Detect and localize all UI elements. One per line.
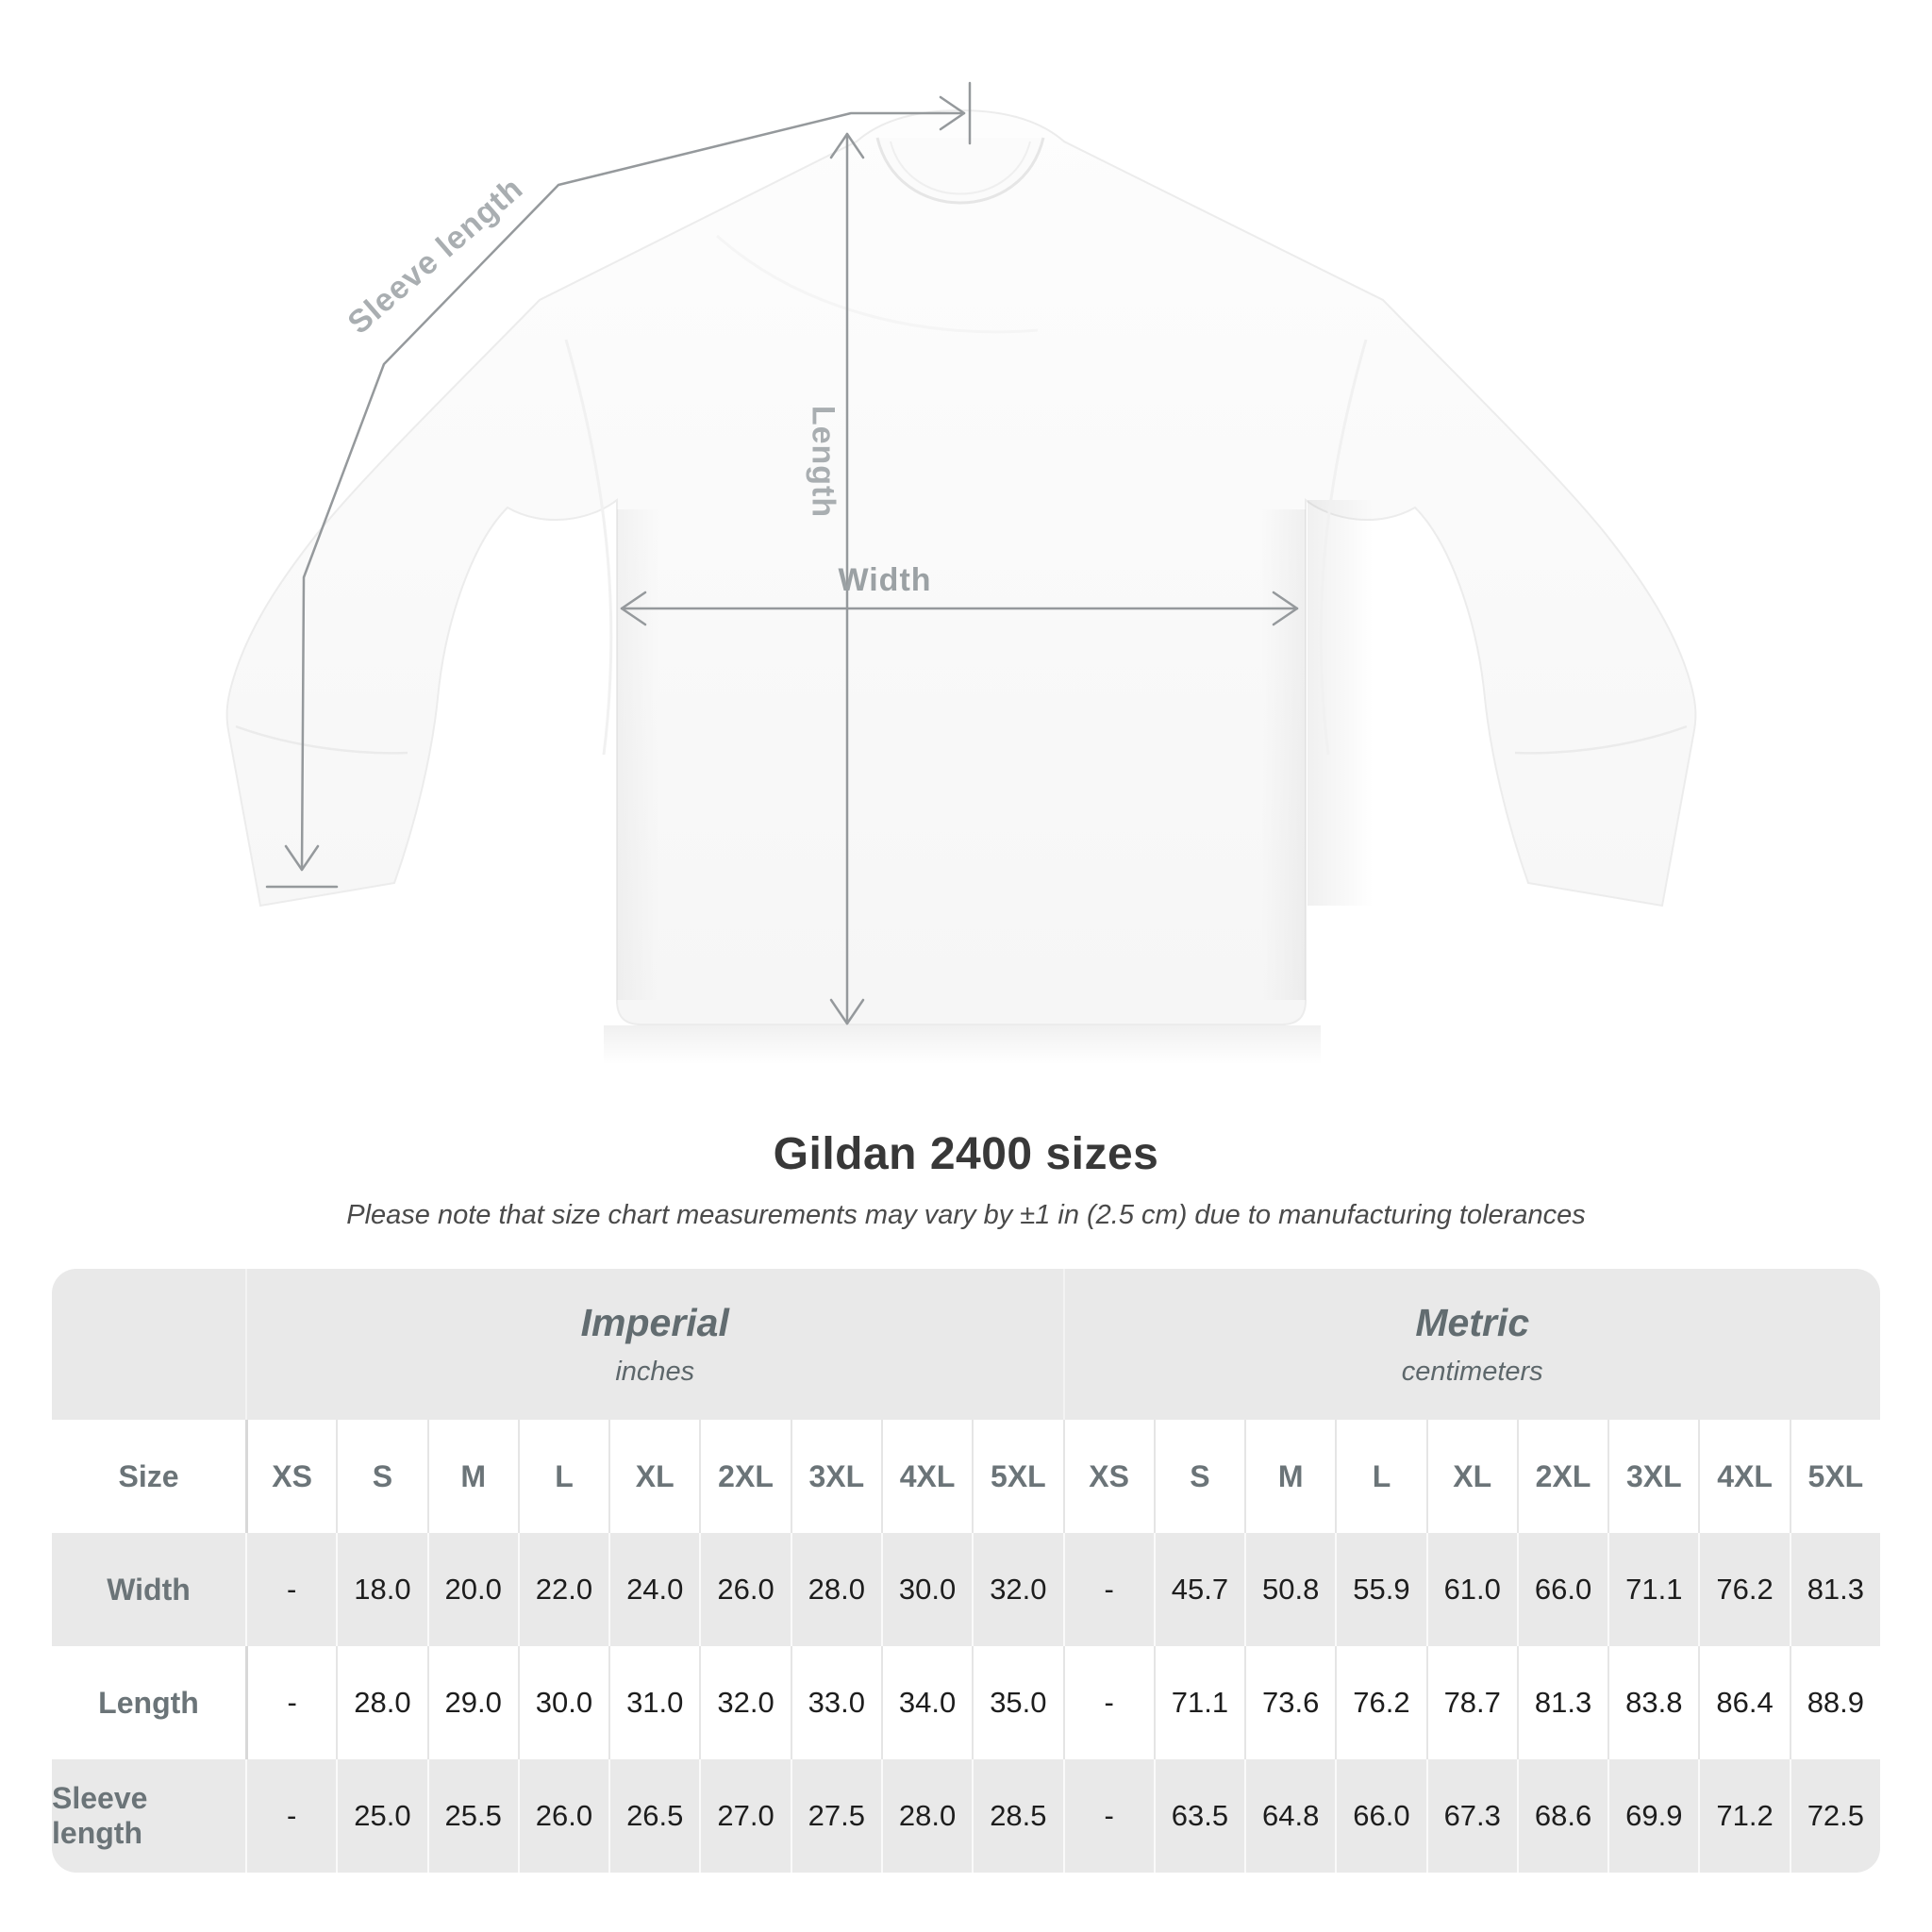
value-cell-imperial: 26.5 <box>608 1759 699 1873</box>
value-cell-metric: 61.0 <box>1426 1533 1517 1646</box>
value-cell-imperial: 35.0 <box>972 1646 1062 1759</box>
value-cell-imperial: 34.0 <box>881 1646 972 1759</box>
value-cell-metric: 68.6 <box>1517 1759 1607 1873</box>
size-col-header-metric: 5XL <box>1790 1420 1880 1533</box>
size-col-header-metric: 4XL <box>1698 1420 1789 1533</box>
value-cell-imperial: 30.0 <box>518 1646 608 1759</box>
size-col-header-imperial: 3XL <box>791 1420 881 1533</box>
row-label: Sleeve length <box>52 1759 245 1873</box>
size-col-header-metric: 3XL <box>1607 1420 1698 1533</box>
value-cell-imperial: 33.0 <box>791 1646 881 1759</box>
value-cell-metric: 66.0 <box>1517 1533 1607 1646</box>
size-col-header-metric: L <box>1335 1420 1425 1533</box>
size-col-header-metric: S <box>1154 1420 1244 1533</box>
page-title: Gildan 2400 sizes <box>773 1129 1159 1179</box>
value-cell-imperial: 32.0 <box>972 1533 1062 1646</box>
value-cell-metric: 72.5 <box>1790 1759 1880 1873</box>
value-cell-metric: 71.1 <box>1154 1646 1244 1759</box>
value-cell-metric: 81.3 <box>1517 1646 1607 1759</box>
length-label: Length <box>805 405 841 519</box>
value-cell-imperial: 28.5 <box>972 1759 1062 1873</box>
value-cell-metric: - <box>1063 1646 1154 1759</box>
value-cell-metric: 81.3 <box>1790 1533 1880 1646</box>
value-cell-metric: 76.2 <box>1335 1646 1425 1759</box>
unit-header-band <box>52 1269 1880 1420</box>
value-cell-metric: 50.8 <box>1244 1533 1335 1646</box>
size-col-header-imperial: S <box>336 1420 426 1533</box>
row-label: Length <box>52 1646 245 1759</box>
value-cell-metric: 66.0 <box>1335 1759 1425 1873</box>
value-cell-imperial: 31.0 <box>608 1646 699 1759</box>
value-cell-imperial: 22.0 <box>518 1533 608 1646</box>
size-table <box>52 1269 1880 1873</box>
size-col-header-imperial: XL <box>608 1420 699 1533</box>
size-col-header-imperial: 4XL <box>881 1420 972 1533</box>
size-col-header-imperial: 2XL <box>699 1420 790 1533</box>
value-cell-metric: 71.2 <box>1698 1759 1789 1873</box>
value-cell-imperial: - <box>245 1646 336 1759</box>
value-cell-metric: - <box>1063 1759 1154 1873</box>
metric-unit: centimeters <box>1401 1357 1543 1387</box>
value-cell-metric: 63.5 <box>1154 1759 1244 1873</box>
value-cell-metric: 76.2 <box>1698 1533 1789 1646</box>
value-cell-imperial: 30.0 <box>881 1533 972 1646</box>
width-label: Width <box>838 562 932 598</box>
value-cell-imperial: 24.0 <box>608 1533 699 1646</box>
row-label: Width <box>52 1533 245 1646</box>
size-col-header-metric: XL <box>1426 1420 1517 1533</box>
value-cell-imperial: 28.0 <box>791 1533 881 1646</box>
value-cell-imperial: 18.0 <box>336 1533 426 1646</box>
size-corner-header: Size <box>52 1420 245 1533</box>
value-cell-imperial: 26.0 <box>518 1759 608 1873</box>
value-cell-imperial: 25.5 <box>427 1759 518 1873</box>
size-grid <box>52 1420 1880 1873</box>
tolerance-note: Please note that size chart measurements may vary by ±1 in (2.5 cm) due to manufacturing tolerances <box>346 1200 1586 1230</box>
value-cell-imperial: 20.0 <box>427 1533 518 1646</box>
value-cell-imperial: - <box>245 1533 336 1646</box>
value-cell-metric: - <box>1063 1533 1154 1646</box>
value-cell-imperial: - <box>245 1759 336 1873</box>
size-col-header-imperial: L <box>518 1420 608 1533</box>
value-cell-imperial: 29.0 <box>427 1646 518 1759</box>
value-cell-metric: 67.3 <box>1426 1759 1517 1873</box>
value-cell-imperial: 26.0 <box>699 1533 790 1646</box>
value-cell-imperial: 27.0 <box>699 1759 790 1873</box>
size-col-header-imperial: 5XL <box>972 1420 1062 1533</box>
value-cell-metric: 78.7 <box>1426 1646 1517 1759</box>
value-cell-metric: 55.9 <box>1335 1533 1425 1646</box>
value-cell-metric: 88.9 <box>1790 1646 1880 1759</box>
imperial-header <box>245 1269 1063 1420</box>
value-cell-imperial: 27.5 <box>791 1759 881 1873</box>
imperial-unit: inches <box>615 1357 695 1387</box>
value-cell-imperial: 28.0 <box>881 1759 972 1873</box>
value-cell-metric: 45.7 <box>1154 1533 1244 1646</box>
value-cell-metric: 71.1 <box>1607 1533 1698 1646</box>
value-cell-imperial: 25.0 <box>336 1759 426 1873</box>
value-cell-metric: 83.8 <box>1607 1646 1698 1759</box>
sleeve-length-label: Sleeve length <box>341 170 530 341</box>
imperial-title: Imperial <box>580 1301 729 1344</box>
size-col-header-metric: M <box>1244 1420 1335 1533</box>
metric-title: Metric <box>1415 1301 1530 1344</box>
size-col-header-metric: 2XL <box>1517 1420 1607 1533</box>
value-cell-metric: 86.4 <box>1698 1646 1789 1759</box>
metric-header <box>1063 1269 1881 1420</box>
value-cell-imperial: 28.0 <box>336 1646 426 1759</box>
size-col-header-imperial: XS <box>245 1420 336 1533</box>
corner-spacer <box>52 1269 245 1420</box>
size-col-header-imperial: M <box>427 1420 518 1533</box>
value-cell-metric: 64.8 <box>1244 1759 1335 1873</box>
value-cell-imperial: 32.0 <box>699 1646 790 1759</box>
value-cell-metric: 73.6 <box>1244 1646 1335 1759</box>
size-col-header-metric: XS <box>1063 1420 1154 1533</box>
value-cell-metric: 69.9 <box>1607 1759 1698 1873</box>
